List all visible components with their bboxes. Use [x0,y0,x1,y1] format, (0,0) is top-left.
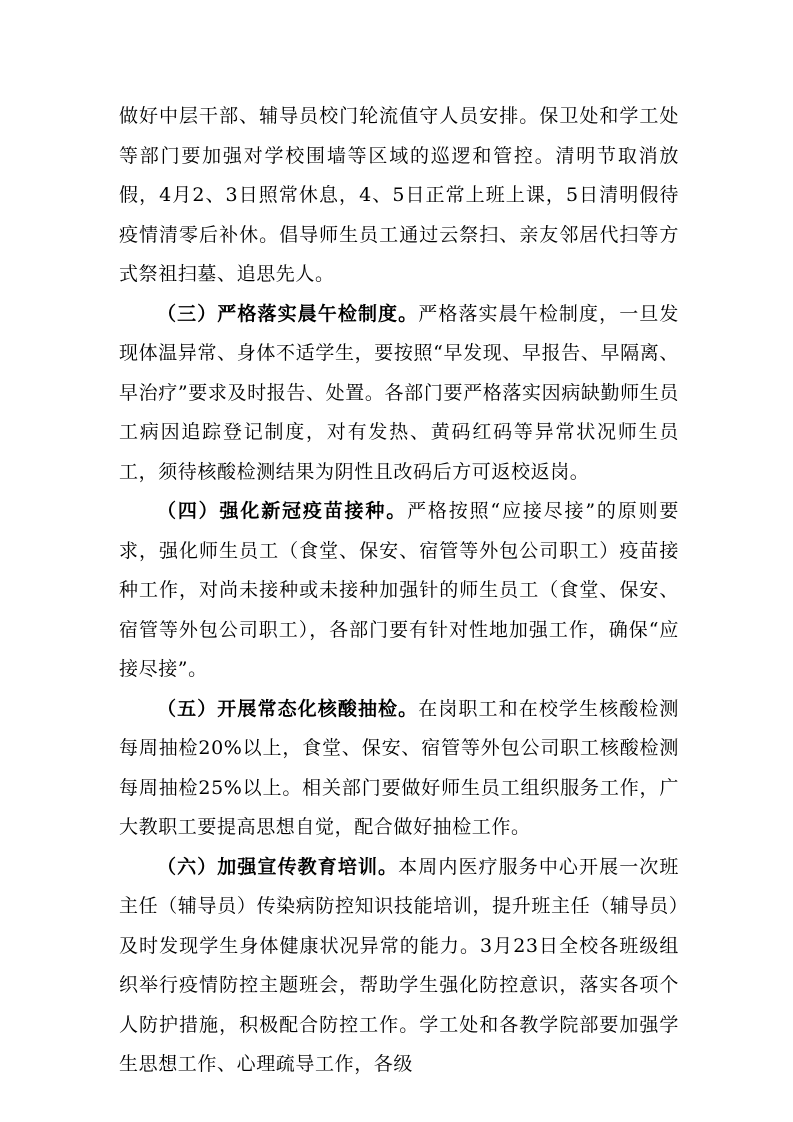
section-nucleic-acid-testing [119,690,679,848]
paragraph-text: 严格落实晨午检制度，一旦发现体温异常、身体不适学生，要按照“早发现、早报告、早隔离、早治疗”要求及时报告、处置。各部门要严格落实因病缺勤师生员工病因追踪登记制度，对有发热、黄码红码等异常状况师生员工，须待核酸检测结果为阴性且改码后方可返校返岗。 [119,302,679,483]
section-vaccination [119,492,679,690]
paragraph-text: 在岗职工和在校学生核酸检测每周抽检20%以上，食堂、保安、宿管等外包公司职工核酸检测每周抽检25%以上。相关部门要做好师生员工组织服务工作，广大教职工要提高思想自觉，配合做好抽检工作。 [119,697,679,838]
section-heading: （六）加强宣传教育培训。 [157,855,399,878]
section-heading: （五）开展常态化核酸抽检。 [157,697,419,720]
paragraph-text: 严格按照“应接尽接”的原则要求，强化师生员工（食堂、保安、宿管等外包公司职工）疫苗接种工作，对尚未接种或未接种加强针的师生员工（食堂、保安、宿管等外包公司职工），各部门要有针对性地加强工作，确保“应接尽接”。 [119,500,680,680]
paragraph-continuation [119,97,679,295]
section-heading: （三）严格落实晨午检制度。 [157,302,419,325]
document-page [119,97,679,1085]
section-heading: （四）强化新冠疫苗接种。 [157,500,408,522]
section-morning-noon-check [119,295,679,493]
section-education-training [119,848,679,1085]
paragraph-text: 本周内医疗服务中心开展一次班主任（辅导员）传染病防控知识技能培训，提升班主任（辅导员）及时发现学生身体健康状况异常的能力。3月23日全校各班级组织举行疫情防控主题班会，帮助学生强化防控意识，落实各项个人防护措施，积极配合防控工作。学工处和各教学院部要加强学生思想工作、心理疏导工作，各级 [119,855,680,1075]
paragraph-text: 做好中层干部、辅导员校门轮流值守人员安排。保卫处和学工处等部门要加强对学校围墙等区域的巡逻和管控。清明节取消放假，4月2、3日照常休息，4、5日正常上班上课，5日清明假待疫情清零后补休。倡导师生员工通过云祭扫、亲友邻居代扫等方式祭祖扫墓、追思先人。 [119,105,679,285]
